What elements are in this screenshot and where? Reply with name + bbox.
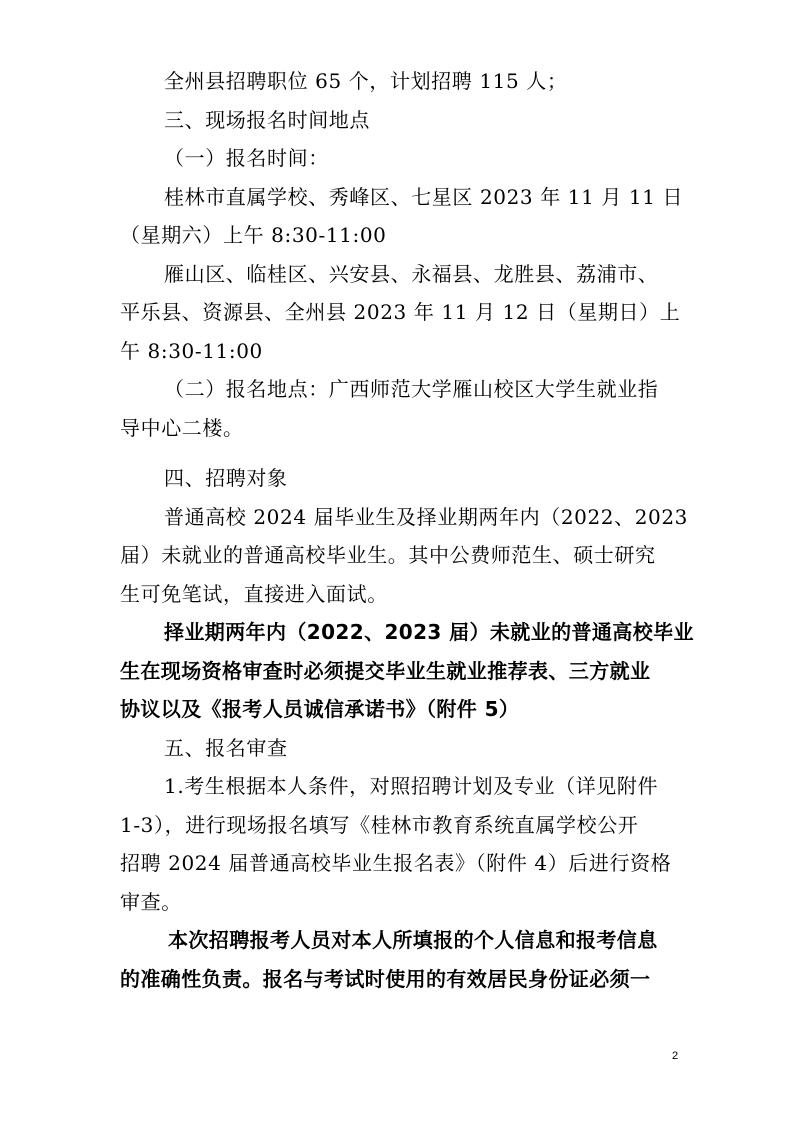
bold-text-line: 的准确性负责。报名与考试时使用的有效居民身份证必须一 [120,966,651,991]
page-number: 2 [672,1050,679,1062]
bold-text-line: 择业期两年内（2022、2023 届）未就业的普通高校毕业 [164,620,694,644]
text-line: 招聘 2024 届普通高校毕业生报名表》（附件 4）后进行资格 [120,851,672,875]
text-line: 导中心二楼。 [120,415,244,440]
text-line: 桂林市直属学校、秀峰区、七星区 2023 年 11 月 11 日 [164,184,684,209]
bold-text-line: 本次招聘报考人员对本人所填报的个人信息和报考信息 [168,928,658,952]
section-heading: 五、报名审查 [164,735,288,760]
text-line: （星期六）上午 8:30-11:00 [120,223,387,247]
section-heading: 四、招聘对象 [164,466,288,490]
subsection-heading: （二）报名地点：广西师范大学雁山校区大学生就业指 [164,377,659,401]
text-line: 1-3），进行现场报名填写《桂林市教育系统直属学校公开 [120,812,639,837]
text-line: 全州县招聘职位 65 个，计划招聘 115 人； [164,69,568,93]
text-line: 审查。 [120,889,182,914]
text-line: 普通高校 2024 届毕业生及择业期两年内（2022、2023 [164,504,689,529]
document-body [120,62,694,998]
bold-text-line: 生在现场资格审查时必须提交毕业生就业推荐表、三方就业 [120,658,651,683]
subsection-heading: （一）报名时间： [164,146,329,170]
text-line: 雁山区、临桂区、兴安县、永福县、龙胜县、荔浦市、 [164,261,659,286]
text-line: 平乐县、资源县、全州县 2023 年 11 月 12 日（星期日）上 [120,300,681,324]
text-line: 午 8:30-11:00 [120,338,263,363]
text-line: 生可免笔试，直接进入面试。 [120,581,388,606]
bold-text-line: 协议以及《报考人员诚信承诺书》（附件 5） [120,697,520,721]
section-heading: 三、现场报名时间地点 [164,107,370,132]
text-line: 届）未就业的普通高校毕业生。其中公费师范生、硕士研究 [120,543,656,567]
text-line: 1.考生根据本人条件，对照招聘计划及专业（详见附件 [164,774,659,798]
